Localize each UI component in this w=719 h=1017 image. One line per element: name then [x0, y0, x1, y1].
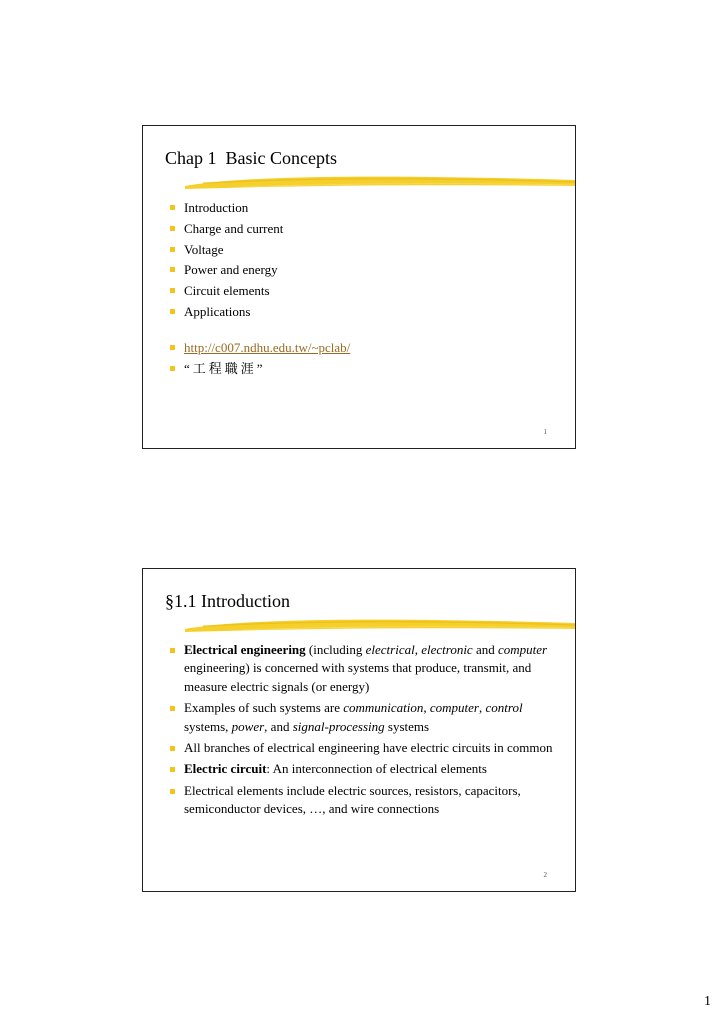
content-list: [168, 641, 575, 822]
list-item-link: [168, 338, 350, 359]
bullet-square-icon: [170, 648, 175, 653]
list-item: Introduction: [168, 198, 350, 219]
bullet-square-icon: [170, 247, 175, 252]
slide-title: Chap 1 Basic Concepts: [165, 148, 337, 168]
list-item: Voltage: [168, 240, 350, 261]
slide-number: 2: [543, 871, 547, 879]
slide-2: [142, 568, 576, 892]
bullet-square-icon: [170, 267, 175, 272]
slide-title: §1.1 Introduction: [165, 591, 290, 611]
topic-list: [168, 198, 350, 379]
bullet-square-icon: [170, 226, 175, 231]
list-item: Power and energy: [168, 260, 350, 281]
list-item: Applications: [168, 302, 350, 323]
bullet-square-icon: [170, 789, 175, 794]
list-item: Electric circuit: An interconnection of electrical elements: [168, 760, 575, 778]
lab-website-link[interactable]: http://c007.ndhu.edu.tw/~pclab/: [184, 339, 351, 355]
bullet-square-icon: [170, 345, 175, 350]
list-item: Electrical engineering (including electrical, electronic and computer engineering) is concerned with systems that produce, transmit, and measure electric signals (or energy): [168, 641, 575, 696]
bullet-square-icon: [170, 746, 175, 751]
slide-1: [142, 125, 576, 449]
list-item: Charge and current: [168, 219, 350, 240]
list-item: Electrical elements include electric sources, resistors, capacitors, semiconductor devices, …, and wire connections: [168, 782, 575, 819]
bullet-square-icon: [170, 706, 175, 711]
title-underline-swoosh: [183, 615, 576, 637]
slide-number: 1: [543, 428, 547, 436]
list-item: Circuit elements: [168, 281, 350, 302]
bullet-square-icon: [170, 309, 175, 314]
bullet-square-icon: [170, 767, 175, 772]
title-underline-swoosh: [183, 172, 576, 194]
bullet-square-icon: [170, 366, 175, 371]
list-item: Examples of such systems are communication, computer, control systems, power, and signal-processing systems: [168, 699, 575, 736]
bullet-square-icon: [170, 205, 175, 210]
list-item-quote: “工程職涯”: [168, 359, 350, 380]
page-number: 1: [704, 994, 711, 1009]
list-item: All branches of electrical engineering have electric circuits in common: [168, 739, 575, 757]
bullet-square-icon: [170, 288, 175, 293]
